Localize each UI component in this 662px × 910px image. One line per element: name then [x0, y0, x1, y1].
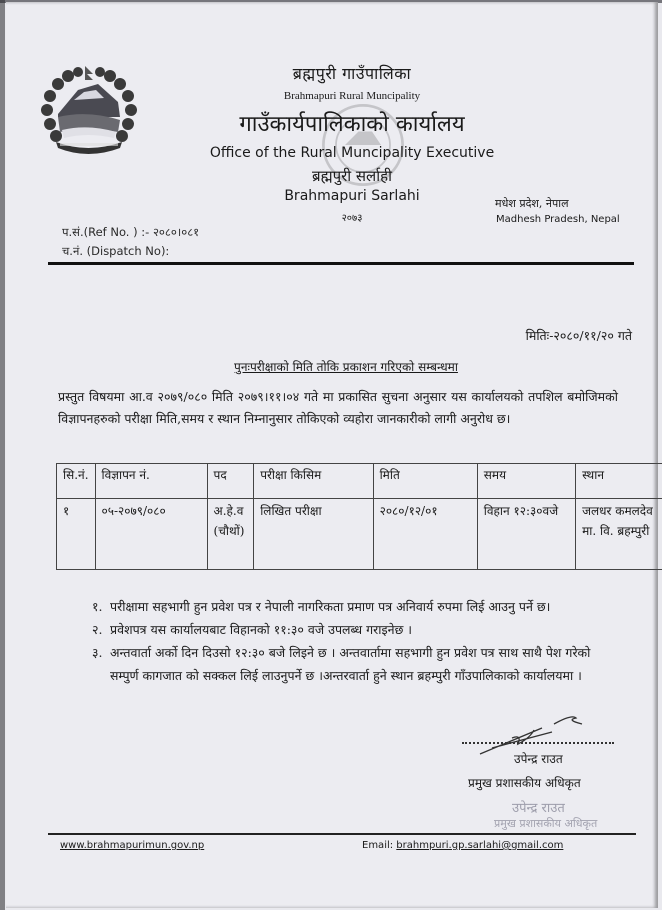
reference-number	[62, 225, 199, 240]
cell-time: विहान १२:३०वजे	[477, 499, 575, 570]
cell-exam-type: लिखित परीक्षा	[254, 499, 373, 570]
municipality-name-nepali: ब्रह्मपुरी गाउँपालिका	[292, 64, 412, 83]
col-header-post: पद	[207, 464, 254, 499]
municipality-name-english: Brahmapuri Rural Muncipality	[283, 90, 421, 102]
office-name-english: Office of the Rural Muncipality Executive	[209, 145, 495, 161]
dispatch-label: च.नं. (Dispatch No):	[62, 244, 170, 258]
reference-label: प.सं.(Ref No. ) :-	[62, 225, 153, 239]
col-header-venue: स्थान	[576, 464, 662, 499]
province-english: Madhesh Pradesh, Nepal	[496, 214, 620, 225]
cell-ad-no: ०५-२०७९/०८०	[95, 499, 207, 570]
note-item	[92, 618, 612, 641]
footer-divider	[48, 833, 636, 835]
cell-venue: जलधर कमलदेव मा. वि. ब्रहम्पुरी	[576, 499, 662, 570]
exam-schedule-table	[56, 463, 662, 570]
signature-line	[462, 742, 614, 744]
note-number: ३.	[92, 645, 103, 660]
website-link[interactable]: www.brahmapurimun.gov.np	[60, 840, 205, 851]
letter-body: प्रस्तुत विषयमा आ.व २०७९/०८० मिति २०७९।११।०४ गते मा प्रकासित सुचना अनुसार यस कार्यालयको तपशिल बमोजिमको विज्ञापनहरुको परीक्षा मिति,समय र स्थान निम्नानुसार तोकिएको व्यहोरा जानकारीको लागी अनुरोध छ।	[58, 389, 618, 426]
dispatch-number	[62, 244, 169, 259]
email-label: Email:	[362, 840, 397, 851]
name-stamp: उपेन्द्र राउत	[512, 801, 565, 816]
email-contact	[362, 840, 563, 851]
col-header-ad-no: विज्ञापन नं.	[95, 464, 207, 499]
note-number: २.	[92, 622, 103, 637]
cell-post: अ.हे.व (चौथों)	[207, 499, 254, 570]
col-header-date: मिति	[373, 464, 477, 499]
note-item	[92, 641, 612, 687]
cell-date: २०८०/१२/०१	[373, 499, 477, 570]
letter-date: मितिः-२०८०/११/२० गते	[525, 328, 632, 343]
place-english: Brahmapuri Sarlahi	[284, 188, 420, 204]
title-stamp: प्रमुख प्रशासकीय अधिकृत	[494, 817, 598, 830]
signature-block	[462, 720, 632, 830]
signatory-title: प्रमुख प्रशासकीय अधिकृत	[468, 776, 581, 790]
note-number: १.	[92, 599, 103, 614]
established-year: २०७३	[341, 213, 363, 224]
note-text: प्रवेशपत्र यस कार्यालयबाट विहानको ११:३० वजे उपलब्ध गराइनेछ ।	[110, 622, 413, 637]
reference-value: २०८०।०८१	[152, 225, 200, 239]
province-nepali: मधेश प्रदेश, नेपाल	[495, 197, 569, 210]
email-link[interactable]: brahmpuri.gp.sarlahi@gmail.com	[396, 840, 564, 851]
col-header-exam-type: परीक्षा किसिम	[254, 464, 373, 499]
cell-sn: १	[57, 499, 96, 570]
note-item	[92, 595, 612, 618]
note-text: अन्तवार्ता अर्को दिन दिउसो १२:३० बजे लिइने छ । अन्तवार्तामा सहभागी हुन प्रवेश पत्र साथ साथै पेश गरेको सम्पुर्ण कागजात को सक्कल लिई लाउनुपर्ने छ ।अन्तरवार्ता हुने स्थान ब्रहम्पुरी गाँउपालिकाको कार्यालयमा ।	[110, 645, 591, 683]
letter-subject: पुनःपरीक्षाको मिति तोकि प्रकाशन गरिएको सम्बन्धमा	[234, 360, 458, 374]
place-nepali: ब्रह्मपुरी सर्लाही	[312, 167, 392, 185]
header-divider	[48, 262, 634, 265]
table-header-row	[57, 464, 662, 499]
col-header-time: समय	[477, 464, 575, 499]
signatory-name: उपेन्द्र राउत	[514, 752, 563, 766]
col-header-sn: सि.नं.	[57, 464, 96, 499]
table-row	[57, 499, 662, 570]
notes-list	[92, 595, 612, 687]
office-name-nepali: गाउँकार्यपालिकाको कार्यालय	[239, 112, 465, 137]
note-text: परीक्षामा सहभागी हुन प्रवेश पत्र र नेपाली नागरिकता प्रमाण पत्र अनिवार्य रुपमा लिई आउनु पर्ने छ।	[110, 599, 551, 614]
